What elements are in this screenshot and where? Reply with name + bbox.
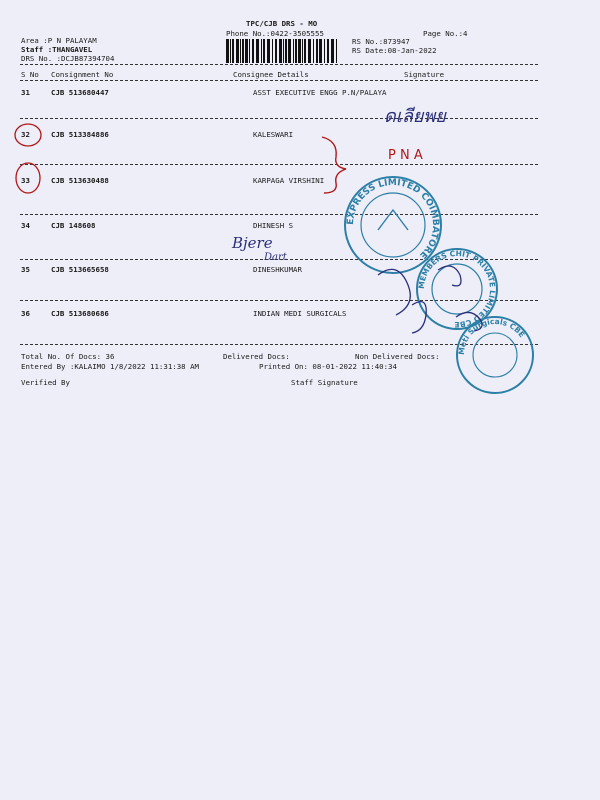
barcode-bar xyxy=(252,39,254,63)
staff-signature: Staff Signature xyxy=(291,378,358,387)
row-sno: 36 xyxy=(21,309,30,318)
handwritten-signature: ดเลียพย xyxy=(384,106,446,127)
col-consignment: Consignment No xyxy=(51,70,114,79)
signature-scribbles xyxy=(368,255,508,355)
total-docs: Total No. Of Docs: 36 xyxy=(21,352,115,361)
row-sno: 34 xyxy=(21,221,30,230)
row-consignee: DINESHKUMAR xyxy=(253,265,302,274)
barcode-bar xyxy=(324,39,325,63)
barcode-bar xyxy=(263,39,265,63)
barcode xyxy=(226,39,340,63)
row-sno: 32 xyxy=(21,130,30,139)
document-title: TPC/CJB DRS - MO xyxy=(246,19,318,28)
barcode-bar xyxy=(313,39,314,63)
row-sno: 35 xyxy=(21,265,30,274)
barcode-bar xyxy=(293,39,294,63)
row-consignment: CJB 148608 xyxy=(51,221,96,230)
barcode-bar xyxy=(331,39,334,63)
handwritten-bjere: Bjere xyxy=(232,234,273,252)
verified-by: Verified By xyxy=(21,378,70,387)
rs-date: RS Date:08-Jan-2022 xyxy=(352,46,437,55)
barcode-bar xyxy=(230,39,231,63)
barcode-bar xyxy=(298,39,301,63)
barcode-bar xyxy=(275,39,277,63)
drs-number: DRS No. :DCJB87394704 xyxy=(21,54,115,63)
barcode-bar xyxy=(327,39,329,63)
row-consignment: CJB 513384886 xyxy=(51,130,109,139)
barcode-bar xyxy=(236,39,239,63)
barcode-bar xyxy=(245,39,248,63)
barcode-bar xyxy=(249,39,250,63)
divider xyxy=(20,64,538,65)
col-consignee: Consignee Details xyxy=(233,70,309,79)
row-consignment: CJB 513630488 xyxy=(51,176,109,185)
barcode-bar xyxy=(308,39,311,63)
barcode-bar xyxy=(232,39,234,63)
barcode-bar xyxy=(319,39,322,63)
red-pen-marks xyxy=(10,120,50,210)
barcode-bar xyxy=(256,39,259,63)
page-number: Page No.:4 xyxy=(423,29,468,38)
stamp-text: MEMBERS CHIT PRIVATE LIMITED CBE xyxy=(416,248,498,330)
barcode-bar xyxy=(261,39,262,63)
barcode-bar xyxy=(304,39,306,63)
rs-number: RS No.:873947 xyxy=(352,37,410,46)
row-sno: 31 xyxy=(21,88,30,97)
barcode-bar xyxy=(226,39,229,63)
staff-label: Staff :THANGAVEL xyxy=(21,45,93,54)
area-label: Area :P N PALAYAM xyxy=(21,36,97,45)
entered-by: Entered By :KALAIMO 1/8/2022 11:31:38 AM xyxy=(21,362,199,371)
printed-on: Printed On: 08-01-2022 11:40:34 xyxy=(259,362,397,371)
barcode-bar xyxy=(240,39,241,63)
stamp-text: Meti Surgicals CBE xyxy=(456,316,527,356)
row34-signature xyxy=(228,230,308,264)
col-signature: Signature xyxy=(404,70,445,79)
row-sno: 33 xyxy=(21,176,30,185)
non-delivered-docs: Non Delivered Docs: xyxy=(355,352,440,361)
barcode-bar xyxy=(288,39,291,63)
col-sno: S No xyxy=(21,70,39,79)
barcode-bar xyxy=(283,39,284,63)
row-consignee: DHINESH S xyxy=(253,221,294,230)
handwritten-pna: P N A xyxy=(388,148,423,163)
barcode-bar xyxy=(267,39,270,63)
row-consignment: CJB 513665658 xyxy=(51,265,109,274)
barcode-bar xyxy=(336,39,337,63)
barcode-bar xyxy=(242,39,244,63)
divider xyxy=(20,80,538,81)
barcode-bar xyxy=(316,39,318,63)
row31-signature xyxy=(380,100,510,130)
barcode-bar xyxy=(285,39,287,63)
handwritten-dart: Dart xyxy=(264,252,287,263)
barcode-bar xyxy=(302,39,303,63)
barcode-bar xyxy=(279,39,282,63)
delivered-docs: Delivered Docs: xyxy=(223,352,290,361)
barcode-bar xyxy=(272,39,273,63)
row-consignee: KALESWARI xyxy=(253,130,294,139)
row-divider xyxy=(20,214,538,215)
stamp-text: EXPRESS LIMITED COIMBATORE xyxy=(345,177,441,261)
row-consignment: CJB 513680447 xyxy=(51,88,109,97)
row-consignee: INDIAN MEDI SURGICALS xyxy=(253,309,347,318)
row-divider xyxy=(20,164,538,165)
phone-number: Phone No.:0422-3505555 xyxy=(226,29,324,38)
row-consignee: ASST EXECUTIVE ENGG P.N/PALAYA xyxy=(253,88,387,97)
barcode-bar xyxy=(295,39,297,63)
row-consignee: KARPAGA VIRSHINI xyxy=(253,176,325,185)
row-consignment: CJB 513680686 xyxy=(51,309,109,318)
